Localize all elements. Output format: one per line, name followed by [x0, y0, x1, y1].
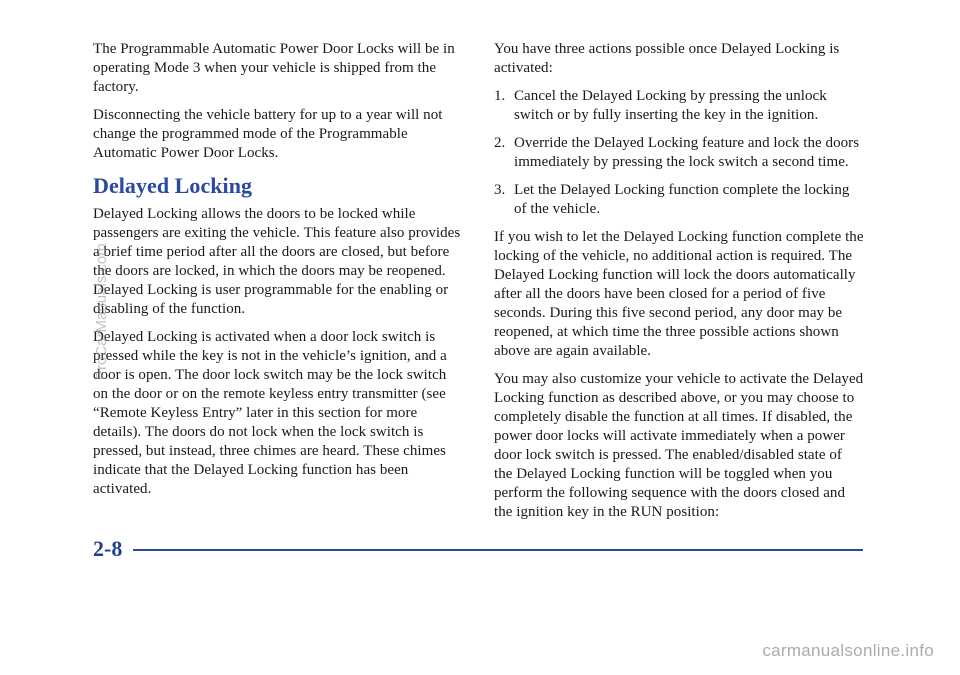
- footer-rule: [133, 549, 863, 551]
- section-heading-delayed-locking: Delayed Locking: [93, 173, 253, 198]
- page-number: 2-8: [93, 536, 123, 561]
- list-item-number: 1.: [494, 88, 506, 104]
- actions-list: [494, 87, 864, 219]
- side-watermark: ProCarManuals.com: [93, 243, 110, 380]
- paragraph-delayed-locking-activation: Delayed Locking is activated when a door lock switch is pressed while the key is not in the vehicle’s ignition, and a door is open. The door lock switch may be the lock switch on the door or on the remote keyless entry transmitter (see “Remote Keyless Entry” later in this section for more details). The doors do not lock when the lock switch is pressed, but instead, three chimes are heard. These chimes indicate that the Delayed Locking function has been activated.: [93, 329, 447, 497]
- paragraph-delayed-locking-intro: Delayed Locking allows the doors to be locked while passengers are exiting the vehicle. This feature also provides a brief time period after all the doors are closed, but before the doors are locked, in which the doors may be reopened. Delayed Locking is user programmable for the enabling or disabling of the function.: [93, 206, 461, 317]
- list-item-text: Let the Delayed Locking function complete the locking of the vehicle.: [514, 182, 850, 217]
- paragraph-automatic-locking: If you wish to let the Delayed Locking function complete the locking of the vehicle, no additional action is required. The Delayed Locking function will lock the doors automatically after all the doors have been closed for a period of five seconds. During this five second period, any door may be reopened, at which time the three possible actions shown above are again available.: [494, 229, 864, 359]
- left-column: [93, 40, 465, 508]
- list-item: [494, 181, 864, 219]
- list-item-number: 3.: [494, 182, 506, 198]
- bottom-watermark: carmanualsonline.info: [762, 641, 934, 660]
- list-item-text: Override the Delayed Locking feature and lock the doors immediately by pressing the lock switch a second time.: [514, 135, 860, 170]
- list-item: [494, 134, 864, 172]
- list-item-number: 2.: [494, 135, 506, 151]
- paragraph-shipping-mode: The Programmable Automatic Power Door Locks will be in operating Mode 3 when your vehicle is shipped from the factory.: [93, 41, 455, 95]
- list-item-text: Cancel the Delayed Locking by pressing the unlock switch or by fully inserting the key in the ignition.: [514, 88, 827, 123]
- paragraph-battery-disconnect: Disconnecting the vehicle battery for up to a year will not change the programmed mode of the Programmable Automatic Power Door Locks.: [93, 107, 443, 161]
- list-item: [494, 87, 864, 125]
- page-footer: [93, 536, 863, 562]
- paragraph-customize: You may also customize your vehicle to activate the Delayed Locking function as described above, or you may choose to completely disable the function at all times. If disabled, the power door locks will activate immediately when a power door lock switch is pressed. The enabled/disabled state of the Delayed Locking function will be toggled when you perform the following sequence with the doors closed and the ignition key in the RUN position:: [494, 371, 864, 520]
- paragraph-actions-intro: You have three actions possible once Delayed Locking is activated:: [494, 41, 840, 76]
- right-column: [494, 40, 864, 531]
